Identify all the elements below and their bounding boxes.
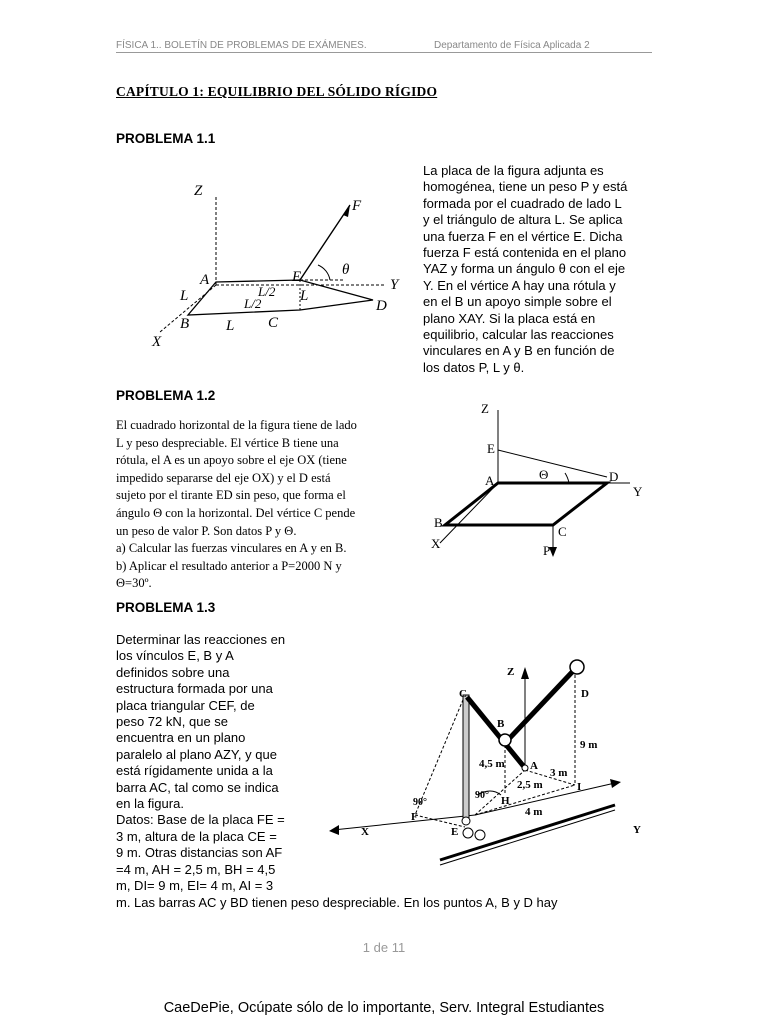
label-9m: 9 m — [580, 739, 598, 751]
text-line: 9 m. Otras distancias son AF — [116, 845, 283, 861]
text-line: paralelo al plano AZY, y que — [116, 746, 277, 762]
text-line: Θ=30º. — [116, 576, 152, 591]
text-line: sujeto por el tirante ED sin peso, que forma el — [116, 488, 346, 503]
text-line: El cuadrado horizontal de la figura tiene de lado — [116, 418, 357, 432]
text-line: formada por el cuadrado de lado L — [423, 195, 622, 211]
label-theta: Θ — [539, 467, 549, 482]
label-90-left: 90° — [413, 797, 427, 808]
text-line: b) Aplicar el resultado anterior a P=2000 N y — [116, 558, 342, 573]
label-i: I — [577, 781, 582, 793]
label-x: X — [361, 826, 369, 838]
page-number: 1 de 11 — [362, 940, 406, 955]
problem-1-3-figure — [325, 655, 655, 870]
label-4m: 4 m — [525, 806, 543, 818]
text-line: los vínculos E, B y A — [116, 648, 234, 664]
label-x: X — [431, 536, 441, 551]
text-line: y el triángulo de altura L. Se aplica — [423, 212, 623, 228]
text-line: vinculares en A y B en función de — [423, 343, 615, 359]
label-90-mid: 90° — [475, 790, 489, 801]
text-line: rótula, el A es un apoyo sobre el eje OX (tiene — [116, 453, 347, 468]
label-f: F — [352, 198, 362, 214]
text-line: una fuerza F en el vértice E. Dicha — [423, 228, 623, 244]
text-line: en la figura. — [116, 796, 184, 812]
text-line: =4 m, AH = 2,5 m, BH = 4,5 — [116, 861, 276, 877]
text-line: La placa de la figura adjunta es — [423, 163, 604, 178]
problem-1-1-text — [423, 163, 653, 376]
text-line: un peso de valor P. Son datos P y Θ. — [116, 523, 297, 538]
label-l-right: L — [300, 288, 309, 304]
text-line: estructura formada por una — [116, 681, 273, 697]
label-b: B — [434, 515, 443, 530]
label-e: E — [487, 441, 495, 456]
label-b: B — [497, 718, 505, 730]
text-line: fuerza F está contenida en el plano — [423, 245, 627, 261]
text-line: peso 72 kN, que se — [116, 714, 229, 730]
problem-1-3-text — [116, 632, 316, 895]
problem-1-3-title: PROBLEMA 1.3 — [116, 600, 216, 615]
label-y: Y — [633, 824, 641, 836]
text-line: a) Calcular las fuerzas vinculares en A y en B. — [116, 541, 347, 556]
header-rule — [116, 52, 652, 53]
text-line: los datos P, L y θ. — [423, 359, 525, 375]
label-3m: 3 m — [550, 767, 568, 779]
text-line: Y. En el vértice A hay una rótula y — [423, 277, 616, 293]
text-line: L y peso despreciable. El vértice B tiene una — [116, 435, 339, 450]
text-line: ángulo Θ con la horizontal. Del vértice C pende — [116, 505, 356, 520]
label-a: A — [200, 272, 210, 288]
text-line: definidos sobre una — [116, 664, 230, 680]
label-c: C — [558, 524, 567, 539]
label-l-half-1: L/2 — [258, 284, 276, 299]
problem-1-2-title: PROBLEMA 1.2 — [116, 388, 216, 403]
text-line: 3 m, altura de la placa CE = — [116, 828, 277, 844]
text-line: YAZ y forma un ángulo θ con el eje — [423, 261, 626, 277]
text-line: plano XAY. Si la placa está en — [423, 310, 596, 326]
footer-text: CaeDePie, Ocúpate sólo de lo importante, Serv. Integral Estudiantes — [163, 1000, 605, 1016]
label-z: Z — [194, 183, 203, 199]
problem-1-1-figure — [140, 170, 410, 360]
chapter-title: CAPÍTULO 1: EQUILIBRIO DEL SÓLIDO RÍGIDO — [116, 84, 438, 99]
label-4-5m: 4,5 m — [479, 758, 505, 770]
label-l-bottom: L — [226, 318, 235, 334]
label-e: E — [451, 826, 459, 838]
text-line: placa triangular CEF, de — [116, 697, 255, 713]
problem-1-2-figure — [425, 395, 660, 570]
header-right: Departamento de Física Aplicada 2 — [434, 40, 590, 51]
label-c: C — [268, 315, 279, 331]
label-a: A — [530, 760, 538, 772]
text-line: está rígidamente unida a la — [116, 763, 273, 779]
text-line: Determinar las reacciones en — [116, 632, 286, 647]
text-line: impedido separarse del eje OX) y el D está — [116, 470, 331, 485]
label-2-5m: 2,5 m — [517, 779, 543, 791]
label-y: Y — [633, 484, 643, 499]
label-d: D — [581, 688, 589, 700]
label-d: D — [609, 469, 619, 484]
label-a: A — [485, 473, 495, 488]
problem-1-2-text — [116, 417, 412, 593]
problem-1-3-final-line: m. Las barras AC y BD tienen peso despreciable. En los puntos A, B y D hay — [116, 895, 558, 910]
text-line: barra AC, tal como se indica — [116, 779, 279, 795]
header-left: FÍSICA 1.. BOLETÍN DE PROBLEMAS DE EXÁMENES. — [116, 40, 367, 51]
label-b: B — [180, 316, 190, 332]
text-line: homogénea, tiene un peso P y está — [423, 179, 628, 195]
label-p: P — [543, 543, 551, 558]
label-z: Z — [507, 666, 515, 678]
label-h: H — [501, 795, 510, 807]
text-line: m, DI= 9 m, EI= 4 m, AI = 3 — [116, 878, 274, 894]
label-z: Z — [481, 401, 489, 416]
label-d: D — [376, 298, 387, 314]
label-y: Y — [390, 277, 399, 293]
label-x: X — [152, 334, 162, 350]
text-line: equilibrio, calcular las reacciones — [423, 327, 614, 343]
label-e: E — [292, 269, 302, 285]
label-f: F — [411, 811, 418, 823]
label-theta: θ — [342, 262, 350, 278]
label-l-half-2: L/2 — [244, 296, 262, 311]
text-line: encuentra en un plano — [116, 730, 246, 746]
label-c: C — [459, 688, 467, 700]
text-line: Datos: Base de la placa FE = — [116, 812, 285, 828]
label-l-left: L — [180, 288, 189, 304]
problem-1-1-title: PROBLEMA 1.1 — [116, 131, 216, 146]
text-line: en el B un apoyo simple sobre el — [423, 294, 612, 310]
